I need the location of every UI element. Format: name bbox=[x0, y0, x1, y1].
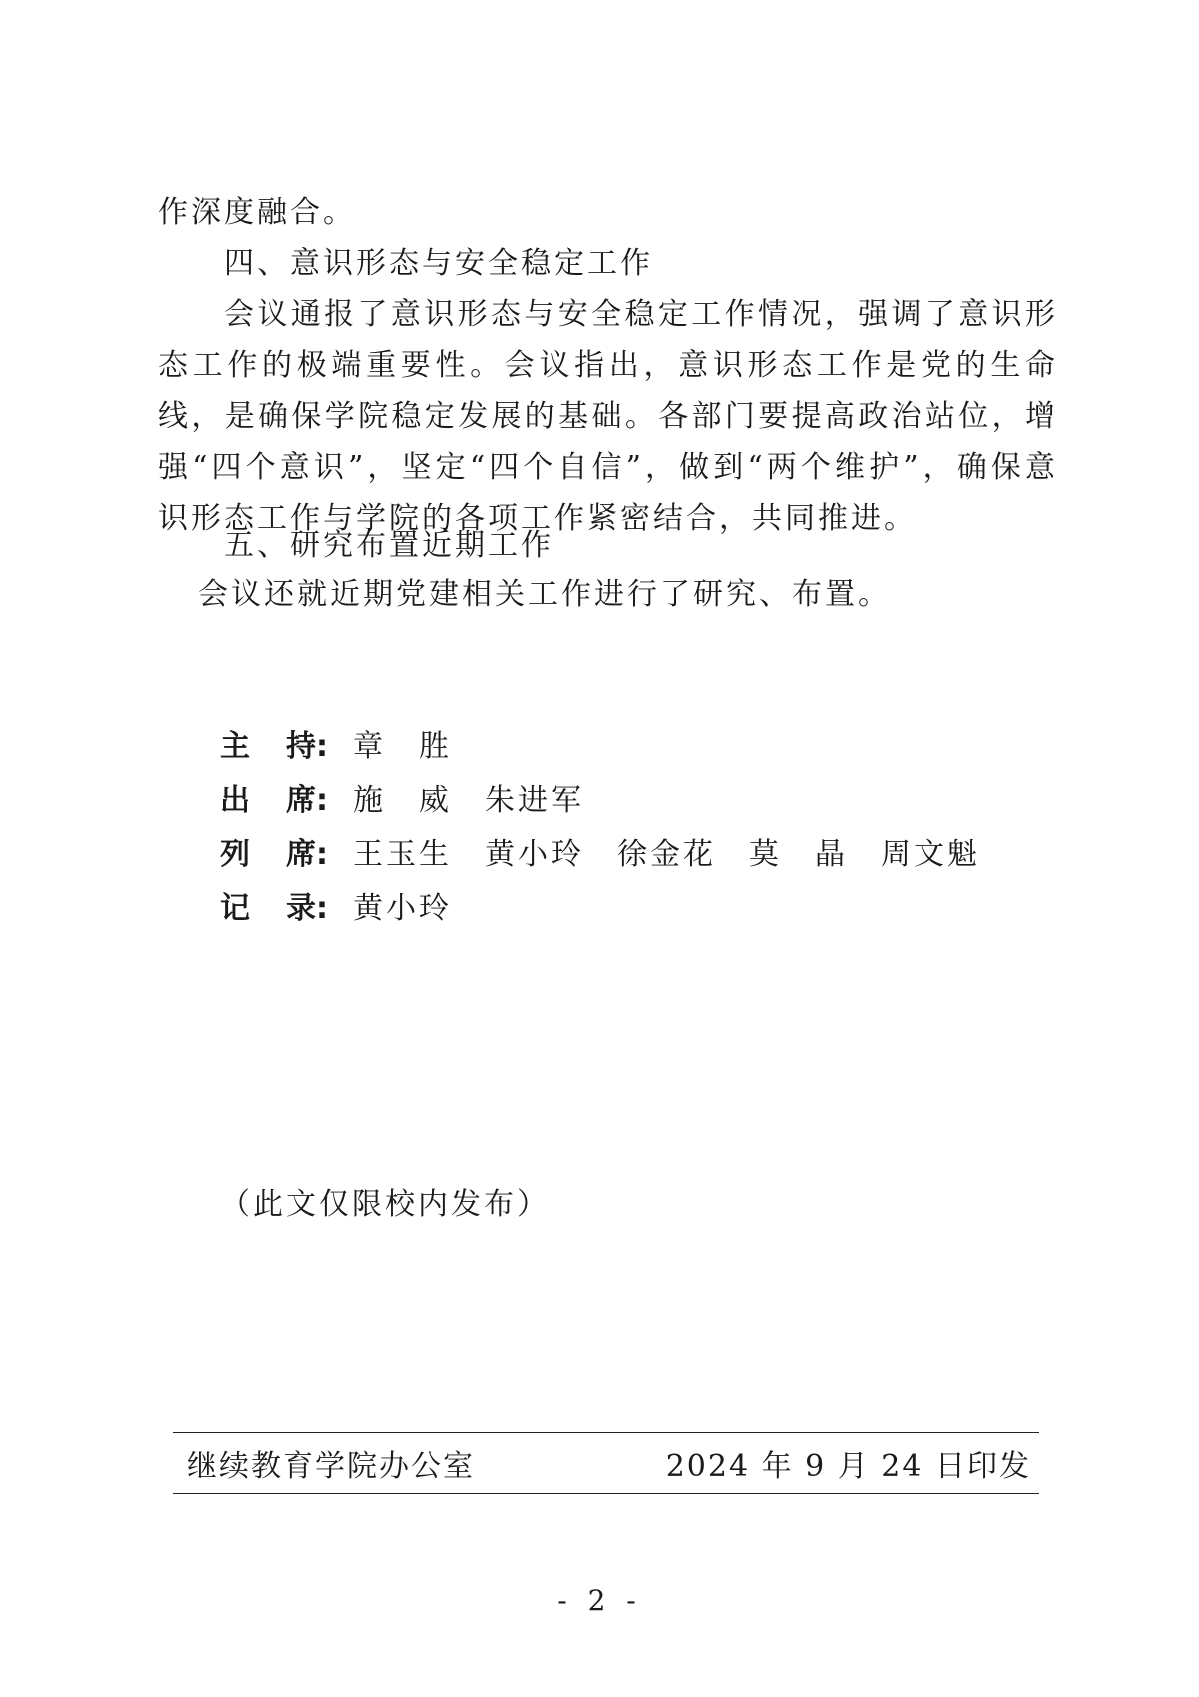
issuer-name: 继续教育学院办公室 bbox=[187, 1449, 475, 1484]
section-4-paragraph: 会议通报了意识形态与安全稳定工作情况，强调了意识形态工作的极端重要性。会议指出，意识形态工作是党的生命线，是确保学院稳定发展的基础。各部门要提高政治站位，增强“四个意识”，坚定“四个自信”，做到“两个维护”，确保意识形态工作与学院的各项工作紧密结合，共同推进。 bbox=[158, 297, 1058, 536]
page-number: - 2 - bbox=[557, 1584, 642, 1617]
section-5-paragraph: 会议还就近期党建相关工作进行了研究、布置。 bbox=[198, 577, 891, 612]
section-4-heading: 四、意识形态与安全稳定工作 bbox=[224, 246, 653, 281]
attending-value: 王玉生 黄小玲 徐金花 莫 晶 周文魁 bbox=[353, 837, 980, 872]
footer-bottom-rule bbox=[173, 1493, 1039, 1494]
attendance-attending-row bbox=[220, 835, 980, 875]
host-label: 主 持: bbox=[220, 729, 328, 764]
section-5-heading: 五、研究布置近期工作 bbox=[224, 528, 554, 563]
attending-label: 列 席: bbox=[220, 837, 328, 872]
present-label: 出 席: bbox=[220, 783, 328, 818]
recorder-label: 记 录: bbox=[220, 891, 328, 926]
attendance-present-row bbox=[220, 781, 584, 821]
footer-top-rule bbox=[173, 1432, 1039, 1433]
attendance-recorder-row bbox=[220, 889, 452, 929]
issue-date: 2024 年 9 月 24 日印发 bbox=[665, 1449, 1031, 1484]
recorder-value: 黄小玲 bbox=[353, 891, 452, 926]
host-value: 章 胜 bbox=[353, 729, 452, 764]
present-value: 施 威 朱进军 bbox=[353, 783, 584, 818]
attendance-host-row bbox=[220, 727, 452, 767]
distribution-notice: （此文仅限校内发布） bbox=[220, 1187, 550, 1222]
continuation-text: 作深度融合。 bbox=[158, 195, 356, 230]
